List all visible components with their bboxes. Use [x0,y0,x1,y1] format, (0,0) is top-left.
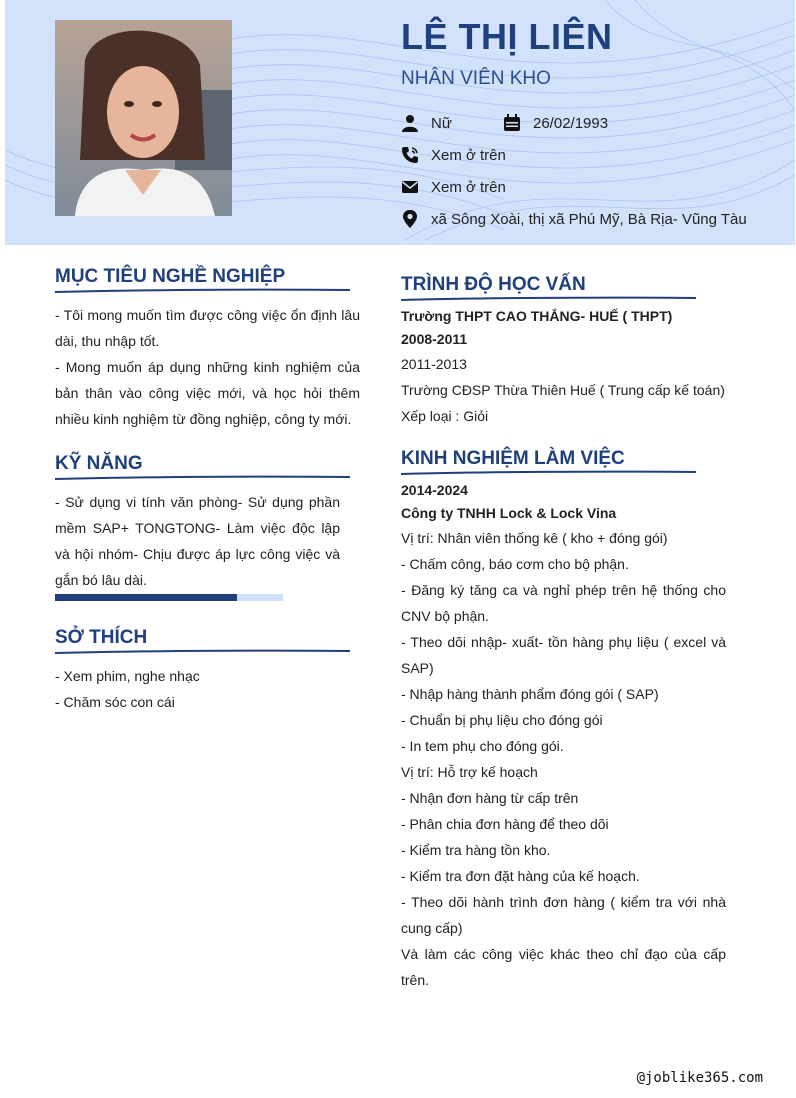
skills-text: - Sử dụng vi tính văn phòng- Sử dụng phần mềm SAP+ TONGTONG- Làm việc độc lập và hội nhóm- Chịu được áp lực công việc và gắn bó lâu dài. [55,494,340,588]
experience-details [401,525,726,993]
experience-line: - Đăng ký tăng ca và nghỉ phép trên hệ thống cho CNV bộ phận. [401,582,726,624]
education-grade: Xếp loại : Giỏi [401,408,489,424]
experience-line: Vị trí: Nhân viên thống kê ( kho + đóng gói) [401,530,668,546]
experience-header [401,479,731,525]
school-name: Trường THPT CAO THẮNG- HUẾ ( THPT) [401,308,673,324]
education-period: 2008-2011 [401,331,468,347]
hobbies-text [55,663,360,715]
experience-period: 2014-2024 [401,482,468,498]
phone-icon [401,146,419,164]
objective-line: - Tôi mong muốn tìm được công việc ổn định lâu dài, thu nhập tốt. [55,307,360,349]
experience-line: - Nhập hàng thành phẩm đóng gói ( SAP) [401,686,659,702]
address-value: xã Sông Xoài, thị xã Phú Mỹ, Bà Rịa- Vũng Tàu [431,211,747,228]
header-banner [5,0,795,245]
hobby-item: - Chăm sóc con cái [55,694,175,710]
birthdate-value: 26/02/1993 [533,115,609,132]
profile-photo [55,20,232,216]
experience-line: - Chuẩn bị phụ liệu cho đóng gói [401,712,603,728]
skill-level-bar [55,594,283,601]
calendar-icon [503,114,521,132]
hobby-item: - Xem phim, nghe nhạc [55,668,200,684]
map-pin-icon [401,210,419,228]
experience-line: - In tem phụ cho đóng gói. [401,738,564,754]
objective-text [55,302,360,432]
experience-line: - Theo dõi nhập- xuất- tồn hàng phụ liệu ( excel và SAP) [401,634,726,676]
objective-line: - Mong muốn áp dụng những kinh nghiệm của bản thân vào công việc mới, và học hỏi thêm nhiều kinh nghiệm từ đồng nghiệp, công ty mới. [55,359,360,427]
experience-line: - Theo dõi hành trình đơn hàng ( kiểm tra với nhà cung cấp) [401,894,726,936]
user-icon [401,114,419,132]
objective-heading: MỤC TIÊU NGHỀ NGHIỆP [55,266,286,287]
objective-underline [55,288,350,294]
education-period: 2011-2013 [401,356,467,372]
school-name: Trường CĐSP Thừa Thiên Huế ( Trung cấp kế toán) [401,382,725,398]
education-heading: TRÌNH ĐỘ HỌC VẤN [401,274,586,295]
watermark: @joblike365.com [636,1070,763,1086]
skills-underline [55,475,350,481]
hobbies-underline [55,649,350,655]
hobbies-heading: SỞ THÍCH [55,627,148,648]
cv-page [5,0,795,1098]
experience-line: - Phân chia đơn hàng để theo dõi [401,816,609,832]
skill-level-fill [55,594,237,601]
skills-heading: KỸ NĂNG [55,453,143,474]
experience-line: Vị trí: Hỗ trợ kế hoạch [401,764,538,780]
envelope-icon [401,178,419,196]
education-text [401,305,731,351]
experience-line: - Chấm công, báo cơm cho bộ phận. [401,556,629,572]
gender-value: Nữ [431,115,452,132]
experience-line: - Kiểm tra đơn đặt hàng của kế hoạch. [401,868,640,884]
education-underline [401,296,696,302]
education-text-2 [401,351,731,429]
experience-line: - Kiểm tra hàng tồn kho. [401,842,551,858]
experience-heading: KINH NGHIỆM LÀM VIỆC [401,448,625,469]
experience-line: Và làm các công việc khác theo chỉ đạo của cấp trên. [401,946,726,988]
candidate-name: LÊ THỊ LIÊN [401,16,613,57]
candidate-job-title: NHÂN VIÊN KHO [401,68,551,89]
experience-underline [401,470,696,476]
experience-line: - Nhận đơn hàng từ cấp trên [401,790,579,806]
company-name: Công ty TNHH Lock & Lock Vina [401,505,617,521]
email-value: Xem ở trên [431,179,506,196]
phone-value: Xem ở trên [431,147,506,164]
